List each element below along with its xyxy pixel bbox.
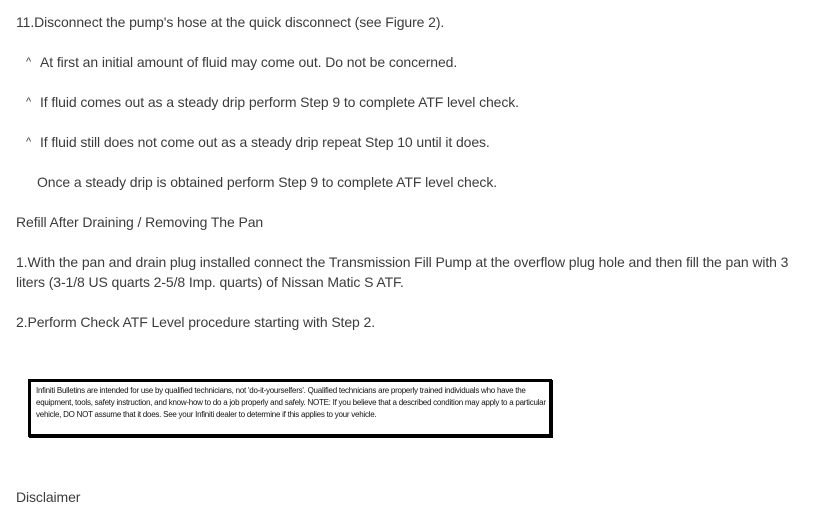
steady-drip-note: Once a steady drip is obtained perform Step 9 to complete ATF level check. (37, 174, 498, 190)
bulletin-notice-box (28, 379, 552, 437)
bullet-marker: ^ (26, 96, 32, 108)
refill-heading: Refill After Draining / Removing The Pan (16, 214, 264, 230)
bullet-marker: ^ (26, 136, 32, 148)
refill-step-2: 2.Perform Check ATF Level procedure starting with Step 2. (16, 314, 375, 330)
bullet-text-initial-fluid: At first an initial amount of fluid may come out. Do not be concerned. (40, 54, 458, 70)
step-11-text: 11.Disconnect the pump's hose at the quick disconnect (see Figure 2). (16, 14, 445, 30)
bullet-text-steady-drip: If fluid comes out as a steady drip perform Step 9 to complete ATF level check. (40, 94, 519, 110)
refill-step-1: 1.With the pan and drain plug installed connect the Transmission Fill Pump at the overflow plug hole and then fill the pan with 3 liters (3-1/8 US quarts 2-5/8 Imp. quarts) of Nissan Matic S ATF. (16, 254, 789, 290)
bullet-marker: ^ (26, 56, 32, 68)
disclaimer-label: Disclaimer (16, 489, 81, 505)
bullet-text-no-drip: If fluid still does not come out as a steady drip repeat Step 10 until it does. (40, 134, 490, 150)
bulletin-notice-text: Infiniti Bulletins are intended for use by qualified technicians, not 'do-it-yourselfers'. Qualified technicians are properly trained individuals who have the equipment, tools, safety instruction, and know-how to do a job properly and safely. NOTE: If you believe that a described condition may apply to a particular vehicle, DO NOT assume that it does. See your Infiniti dealer to determine if this applies to your vehicle. (36, 386, 546, 419)
